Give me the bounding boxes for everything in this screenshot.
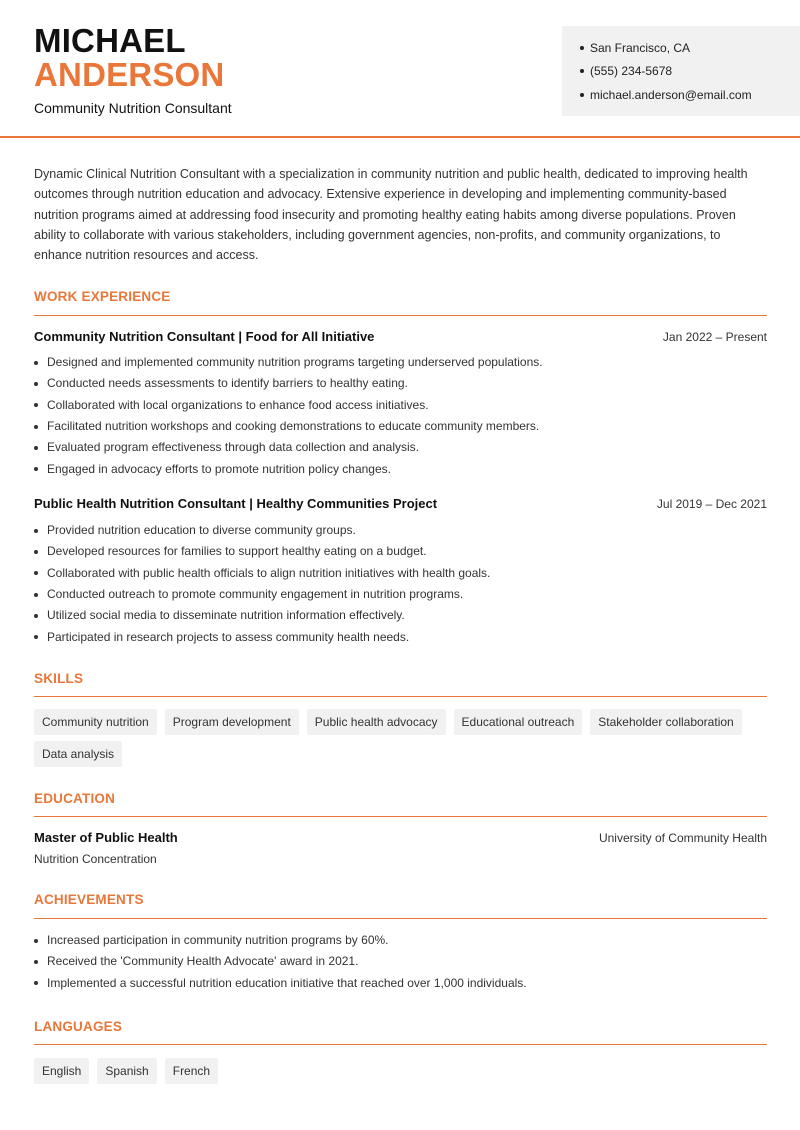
job-title-2: Public Health Nutrition Consultant | Healthy Communities Project (34, 496, 438, 511)
list-item: Developed resources for families to support healthy eating on a budget. (34, 541, 767, 562)
list-item: Utilized social media to disseminate nutrition information effectively. (34, 605, 767, 626)
list-item: Conducted outreach to promote community engagement in nutrition programs. (34, 584, 767, 605)
list-item: Evaluated program effectiveness through data collection and analysis. (34, 437, 767, 458)
job-title-1: Community Nutrition Consultant | Food for All Initiative (34, 329, 375, 344)
language-chip: French (165, 1058, 218, 1084)
education-entry (34, 830, 767, 845)
job-title: Community Nutrition Consultant (34, 100, 232, 116)
list-item: Conducted needs assessments to identify barriers to healthy eating. (34, 373, 767, 394)
skill-chip: Educational outreach (454, 709, 583, 735)
school: University of Community Health (598, 830, 767, 845)
list-item: Collaborated with local organizations to enhance food access initiatives. (34, 395, 767, 416)
list-item: Engaged in advocacy efforts to promote nutrition policy changes. (34, 458, 767, 479)
skill-chip: Stakeholder collaboration (590, 709, 741, 735)
job-dates-2: Jul 2019 – Dec 2021 (656, 496, 767, 511)
email-text[interactable]: michael.anderson@email.com (590, 87, 752, 102)
bullet-icon (34, 593, 38, 597)
location-text: San Francisco, CA (590, 40, 691, 55)
bullet-icon (580, 46, 584, 50)
skill-chip: Data analysis (34, 741, 122, 767)
first-name: MICHAEL (34, 22, 186, 59)
bullet-icon (34, 960, 38, 964)
list-item: Participated in research projects to assess community health needs. (34, 626, 767, 647)
section-divider (34, 918, 767, 919)
resume-header (0, 0, 800, 138)
skill-chip: Public health advocacy (307, 709, 446, 735)
bullet-icon (34, 403, 38, 407)
skill-chip: Community nutrition (34, 709, 157, 735)
job-dates-1: Jan 2022 – Present (662, 329, 767, 344)
last-name: ANDERSON (34, 56, 225, 93)
bullet-icon (34, 446, 38, 450)
bullet-icon (34, 467, 38, 471)
achievements-section-title: ACHIEVEMENTS (34, 892, 144, 907)
contact-box (562, 26, 800, 116)
achievements-list (34, 930, 767, 994)
education-section-title: EDUCATION (34, 791, 116, 806)
section-divider (34, 696, 767, 697)
list-item: Facilitated nutrition workshops and cooking demonstrations to educate community members. (34, 416, 767, 437)
skill-chip: Program development (165, 709, 299, 735)
bullet-icon (34, 981, 38, 985)
concentration: Nutrition Concentration (34, 852, 157, 866)
work-section-title: WORK EXPERIENCE (34, 289, 171, 304)
contact-email[interactable] (580, 83, 800, 107)
bullet-icon (34, 571, 38, 575)
list-item: Provided nutrition education to diverse community groups. (34, 520, 767, 541)
bullet-icon (34, 529, 38, 533)
languages-list (34, 1058, 767, 1084)
degree: Master of Public Health (34, 830, 178, 845)
contact-phone (580, 60, 800, 84)
list-item: Received the 'Community Health Advocate' award in 2021. (34, 951, 767, 972)
bullet-icon (34, 425, 38, 429)
bullet-icon (34, 635, 38, 639)
contact-location (580, 36, 800, 60)
list-item: Implemented a successful nutrition education initiative that reached over 1,000 individuals. (34, 973, 767, 994)
list-item: Collaborated with public health officials to align nutrition initiatives with health goals. (34, 563, 767, 584)
bullet-icon (580, 69, 584, 73)
section-divider (34, 1044, 767, 1045)
job-header (34, 496, 767, 511)
section-divider (34, 816, 767, 817)
language-chip: Spanish (97, 1058, 156, 1084)
bullet-icon (580, 93, 584, 97)
language-chip: English (34, 1058, 89, 1084)
job-header (34, 329, 767, 344)
bullet-icon (34, 361, 38, 365)
list-item: Designed and implemented community nutrition programs targeting underserved populations. (34, 352, 767, 373)
section-divider (34, 315, 767, 316)
skills-list (34, 709, 767, 767)
phone-text: (555) 234-5678 (590, 64, 673, 79)
bullet-icon (34, 614, 38, 618)
job-bullets-2 (34, 520, 767, 648)
skills-section-title: SKILLS (34, 671, 84, 686)
bullet-icon (34, 550, 38, 554)
bullet-icon (34, 939, 38, 943)
job-bullets-1 (34, 352, 767, 480)
list-item: Increased participation in community nutrition programs by 60%. (34, 930, 767, 951)
bullet-icon (34, 382, 38, 386)
languages-section-title: LANGUAGES (34, 1019, 123, 1034)
summary-paragraph: Dynamic Clinical Nutrition Consultant with a specialization in community nutrition and public health, dedicated to improving health outcomes through nutrition education and advocacy. Extensive experience in developing and implementing community-based nutrition programs aimed at addressing food insecurity and promoting healthy eating habits among diverse populations. Proven ability to collaborate with various stakeholders, including government agencies, non-profits, and community organizations, to enhance nutrition resources and access. (34, 167, 748, 263)
